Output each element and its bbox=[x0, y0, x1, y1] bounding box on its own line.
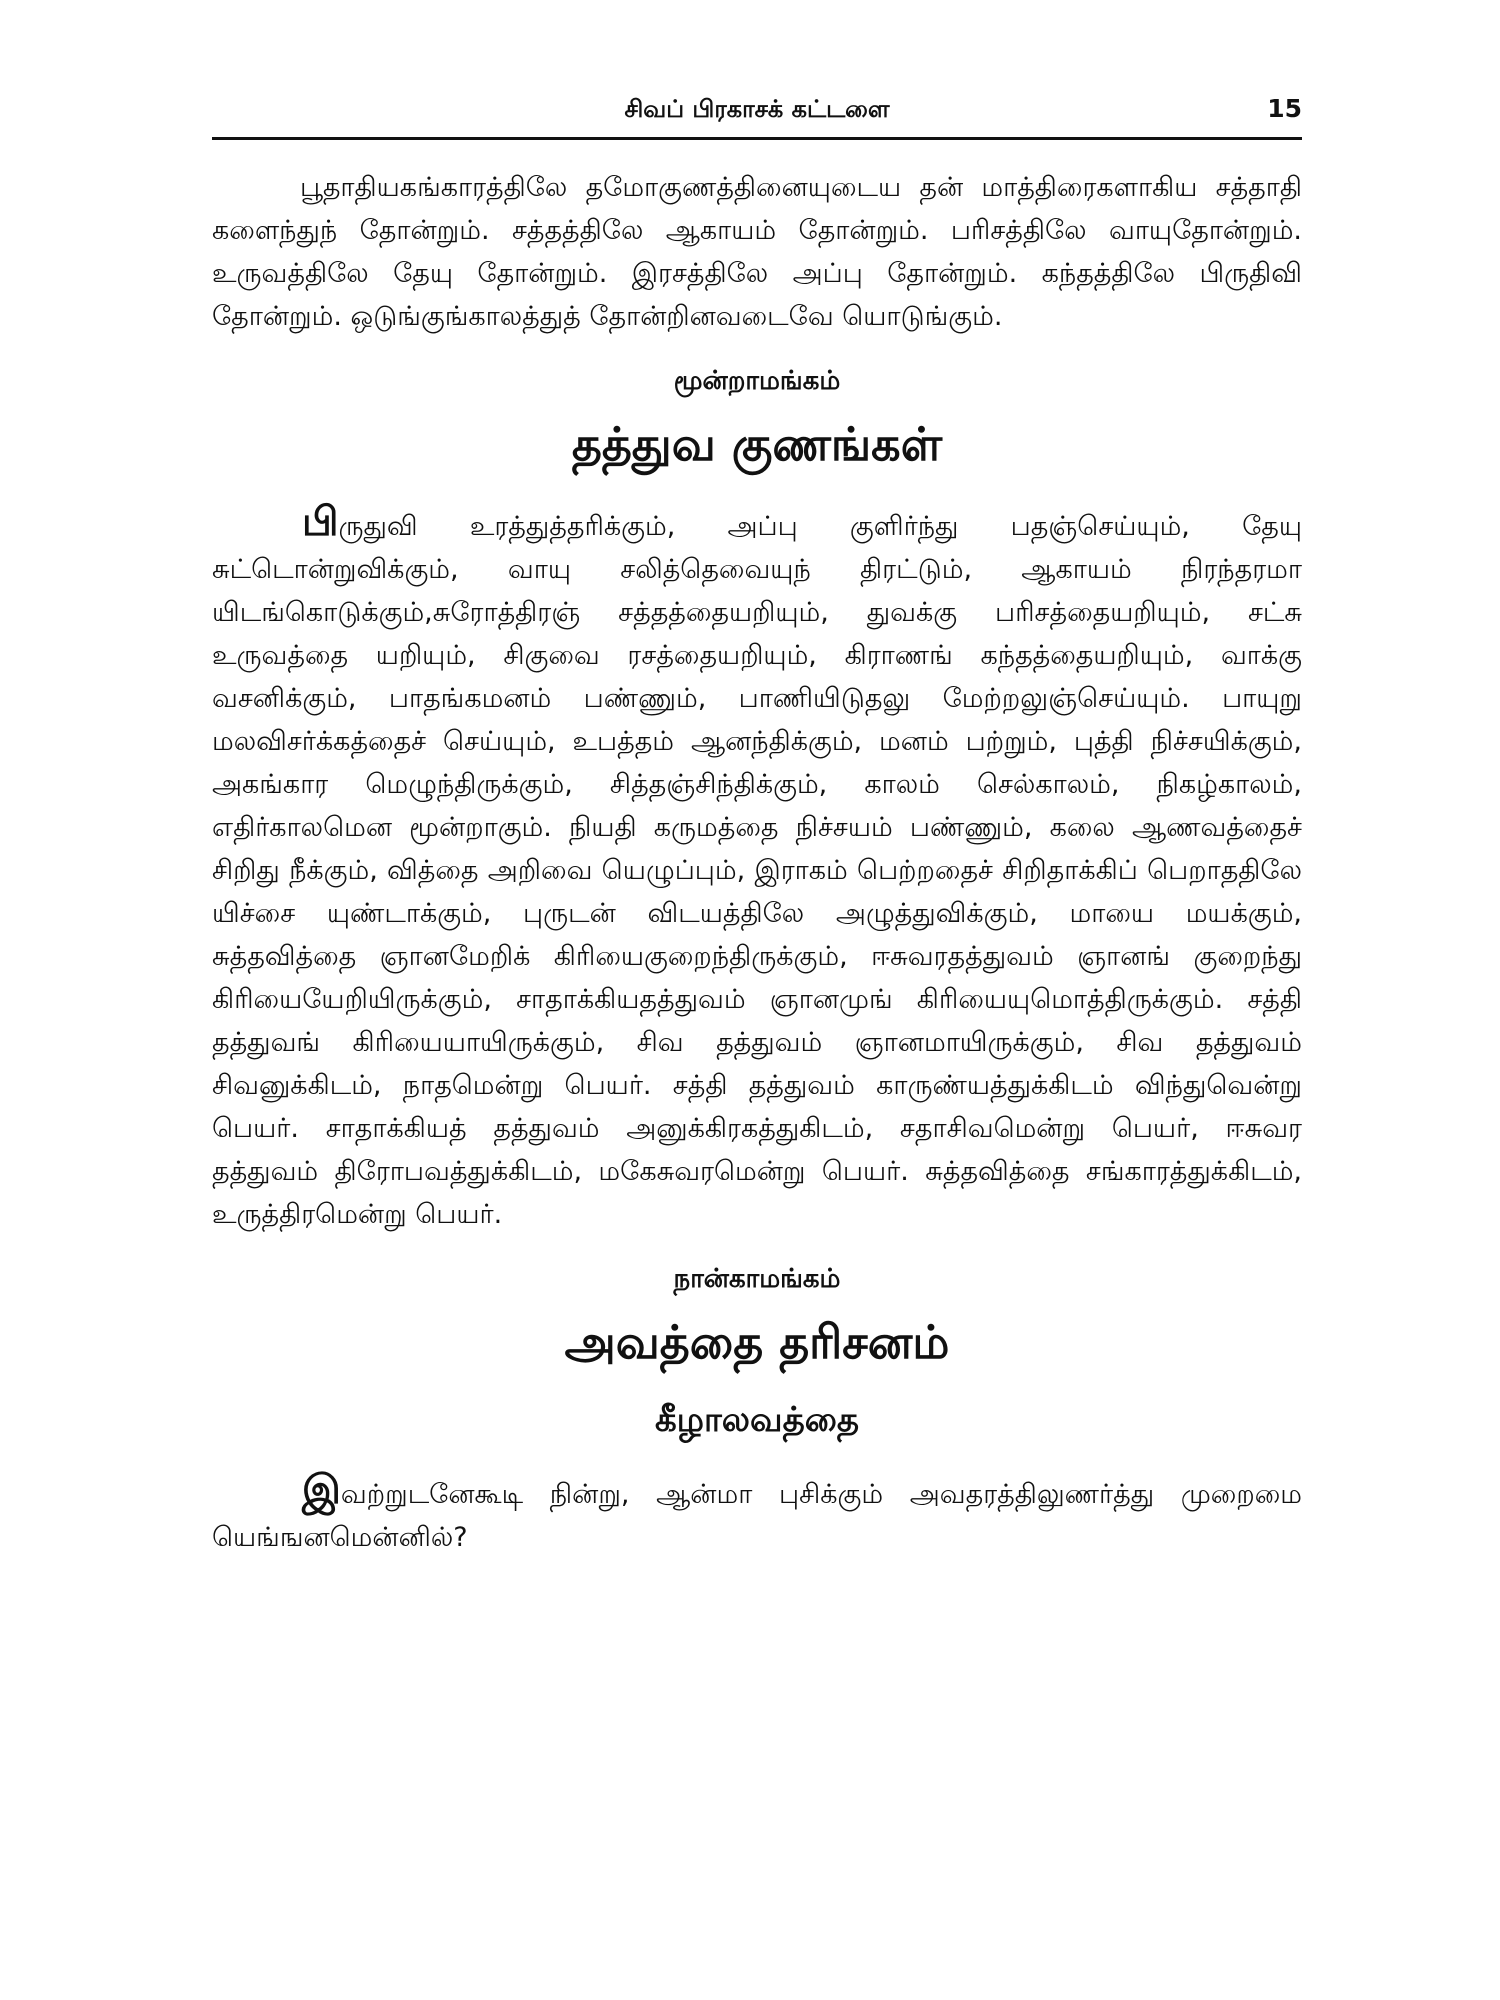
section-4-title: அவத்தை தரிசனம் bbox=[564, 1315, 950, 1369]
header-rule bbox=[212, 137, 1302, 140]
subsection-title: கீழாலவத்தை bbox=[654, 1400, 860, 1440]
section-4-label: நான்காமங்கம் bbox=[673, 1264, 841, 1294]
paragraph-3-text: வற்றுடனேகூடி நின்று, ஆன்மா புசிக்கும் அவதரத்திலுணர்த்து முறைமை யெங்ஙனமென்னில்? bbox=[212, 1479, 1302, 1553]
paragraph-1: பூதாதியகங்காரத்திலே தமோகுணத்தினையுடைய தன் மாத்திரைகளாகிய சத்தாதி களைந்துந் தோன்றும். சத்தத்திலே ஆகாயம் தோன்றும். பரிசத்திலே வாயுதோன்றும். உருவத்திலே தேயு தோன்றும். இரசத்திலே அப்பு தோன்றும். கந்தத்திலே பிருதிவி தோன்றும். ஒடுங்குங்காலத்துத் தோன்றினவடைவே யொடுங்கும். bbox=[212, 172, 1302, 332]
drop-cap-letter-2: இ bbox=[302, 1467, 341, 1513]
section-3-title: தத்துவ குணங்கள் bbox=[571, 417, 943, 471]
paragraph-2 bbox=[212, 499, 1302, 1236]
running-title: சிவப் பிரகாசக் கட்டளை bbox=[624, 95, 890, 123]
page-header bbox=[212, 94, 1302, 134]
section-3-label: மூன்றாமங்கம் bbox=[673, 366, 841, 396]
page-number: 15 bbox=[1267, 94, 1302, 123]
paragraph-3 bbox=[212, 1467, 1302, 1559]
page-body bbox=[212, 158, 1302, 1559]
drop-cap-letter: பி bbox=[302, 499, 339, 545]
paragraph-2-text: ருதுவி உரத்துத்தரிக்கும், அப்பு குளிர்ந்து பதஞ்செய்யும், தேயு சுட்டொன்றுவிக்கும், வாயு சலித்தெவையுந் திரட்டும், ஆகாயம் நிரந்தரமா யிடங்கொடுக்கும்,சுரோத்திரஞ் சத்தத்தையறியும், துவக்கு பரிசத்தையறியும், சட்சு உருவத்தை யறியும், சிகுவை ரசத்தையறியும், கிராணங் கந்தத்தையறியும், வாக்கு வசனிக்கும், பாதங்கமனம் பண்ணும், பாணியிடுதலு மேற்றலுஞ்செய்யும். பாயுறு மலவிசர்க்கத்தைச் செய்யும், உபத்தம் ஆனந்திக்கும், மனம் பற்றும், புத்தி நிச்சயிக்கும், அகங்கார மெழுந்திருக்கும், சித்தஞ்சிந்திக்கும், காலம் செல்காலம், நிகழ்காலம், எதிர்காலமென மூன்றாகும். நியதி கருமத்தை நிச்சயம் பண்ணும், கலை ஆணவத்தைச் சிறிது நீக்கும், வித்தை அறிவை யெழுப்பும், இராகம் பெற்றதைச் சிறிதாக்கிப் பெறாததிலே யிச்சை யுண்டாக்கும், புருடன் விடயத்திலே அழுத்துவிக்கும், மாயை மயக்கும், சுத்தவித்தை ஞானமேறிக் கிரியைகுறைந்திருக்கும், ஈசுவரதத்துவம் ஞானங் குறைந்து கிரியையேறியிருக்கும், சாதாக்கியதத்துவம் ஞானமுங் கிரியையுமொத்திருக்கும். சத்தி தத்துவங் கிரியையாயிருக்கும், சிவ தத்துவம் ஞானமாயிருக்கும், சிவ தத்துவம் சிவனுக்கிடம், நாதமென்று பெயர். சத்தி தத்துவம் காருண்யத்துக்கிடம் விந்துவென்று பெயர். சாதாக்கியத் தத்துவம் அனுக்கிரகத்துகிடம், சதாசிவமென்று பெயர், ஈசுவர தத்துவம் திரோபவத்துக்கிடம், மகேசுவரமென்று பெயர். சுத்தவித்தை சங்காரத்துக்கிடம், உருத்திரமென்று பெயர். bbox=[212, 511, 1302, 1230]
